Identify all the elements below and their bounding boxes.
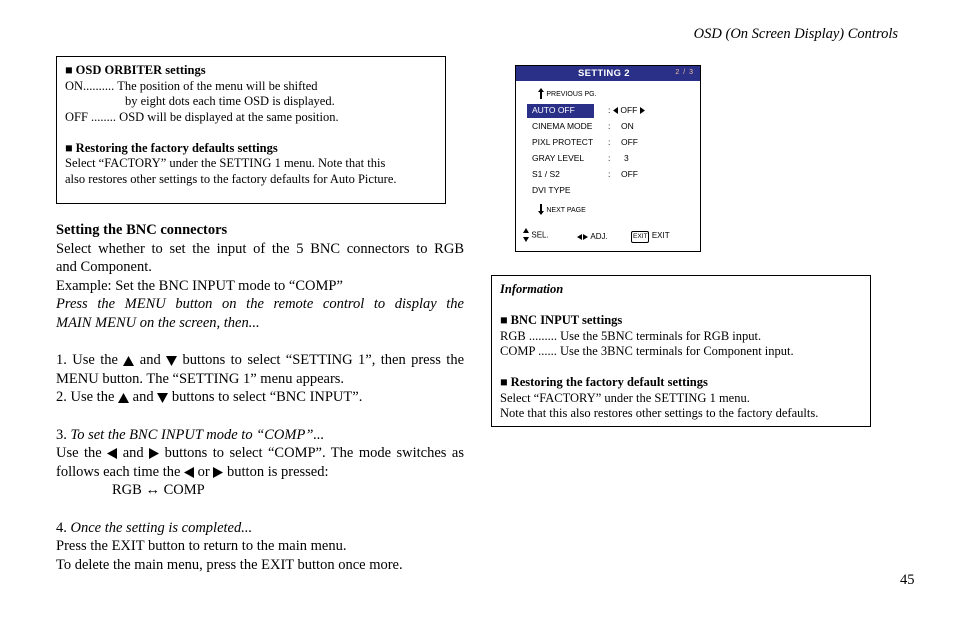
orbiter-info-box (56, 56, 446, 204)
step-3-title: 3. To set the BNC INPUT mode to “COMP”... (56, 426, 325, 443)
step-3-line-2: follows each time the or button is pressed: (56, 463, 329, 480)
comp-line: COMP ...... Use the 3BNC terminals for Component input. (500, 344, 794, 358)
left-arrow-icon (184, 467, 194, 478)
section-heading: Setting the BNC connectors (56, 222, 228, 238)
rgb-line: RGB ......... Use the 5BNC terminals for RGB input. (500, 328, 762, 343)
osd-previous-page[interactable]: PREVIOUS PG. (538, 88, 597, 99)
right-arrow-icon (149, 448, 159, 459)
osd-sel-hint: SEL. (523, 228, 549, 242)
up-arrow-icon (118, 393, 129, 403)
step-1-line-1: 1. Use the and buttons to select “SETTING 1”, then press the (56, 352, 465, 369)
step-3-line-1: Use the and buttons to select “COMP”. The mode switches as (56, 445, 465, 462)
osd-exit-hint: EXIT EXIT (631, 230, 670, 243)
press-line-1: Press the MENU button on the remote control to display the (56, 296, 464, 313)
factory-heading: ■ Restoring the factory defaults settings (65, 140, 278, 155)
left-arrow-icon (613, 107, 618, 114)
left-arrow-icon (107, 448, 117, 459)
up-arrow-icon (123, 356, 134, 366)
osd-next-page[interactable]: NEXT PAGE (538, 204, 586, 215)
step-2-line: 2. Use the and buttons to select “BNC INPUT”. (56, 389, 363, 406)
bnc-instructions (56, 221, 464, 574)
osd-title-bar (516, 66, 700, 81)
down-arrow-icon (166, 356, 177, 366)
down-arrow-icon (157, 393, 168, 403)
intro-line-2: and Component. (56, 259, 152, 276)
osd-setting2-menu: SETTING 2 2 / 3 PREVIOUS PG. AUTO OFF : OFF CINEMA MODE : ON PIXL PROTECT : OFF GRAY LEVEL : 3 S1 / S2 : OFF DVI TYPE NEXT PAGE SEL. ADJ. EXIT EXIT (515, 65, 701, 252)
osd-title: SETTING 2 (578, 68, 630, 79)
orbiter-off-line: OFF ........ OSD will be displayed at the same position. (65, 109, 339, 124)
osd-page: 2 / 3 (675, 69, 694, 76)
info-title: Information (500, 282, 564, 296)
intro-line-1: Select whether to set the input of the 5 BNC connectors to RGB (56, 240, 464, 257)
press-line-2: MAIN MENU on the screen, then... (56, 314, 260, 331)
up-down-arrow-icon (523, 228, 529, 242)
orbiter-heading: ■ OSD ORBITER settings (65, 63, 206, 77)
rgb-comp-toggle: RGB ↔ COMP (112, 482, 205, 499)
step-4-title: 4. Once the setting is completed... (56, 519, 253, 536)
factory-line-1: Select “FACTORY” under the SETTING 1 menu. Note that this (65, 156, 386, 170)
down-arrow-icon (538, 204, 544, 215)
info-factory-line-2: Note that this also restores other settings to the factory defaults. (500, 406, 819, 420)
right-arrow-icon (640, 107, 645, 114)
left-right-arrow-icon (577, 234, 588, 240)
step-1-line-2: MENU button. The “SETTING 1” menu appears. (56, 370, 345, 387)
orbiter-on-line-2: by eight dots each time OSD is displayed. (125, 94, 335, 108)
page-header: OSD (On Screen Display) Controls (693, 26, 898, 42)
factory-line-2: also restores other settings to the factory defaults for Auto Picture. (65, 171, 397, 186)
right-arrow-icon (213, 467, 223, 478)
info-factory-heading: ■ Restoring the factory default settings (500, 375, 708, 389)
info-factory-line-1: Select “FACTORY” under the SETTING 1 menu. (500, 390, 750, 405)
osd-adj-hint: ADJ. (577, 231, 608, 241)
step-4-line-1: Press the EXIT button to return to the main menu. (56, 538, 347, 555)
up-arrow-icon (538, 88, 544, 99)
page-number: 45 (900, 572, 915, 588)
information-box (491, 275, 871, 427)
orbiter-on-line: ON.......... The position of the menu will be shifted (65, 78, 318, 93)
step-4-line-2: To delete the main menu, press the EXIT button once more. (56, 556, 403, 573)
example-line: Example: Set the BNC INPUT mode to “COMP” (56, 277, 343, 294)
exit-key-icon: EXIT (631, 231, 649, 243)
bnc-settings-heading: ■ BNC INPUT settings (500, 313, 623, 327)
